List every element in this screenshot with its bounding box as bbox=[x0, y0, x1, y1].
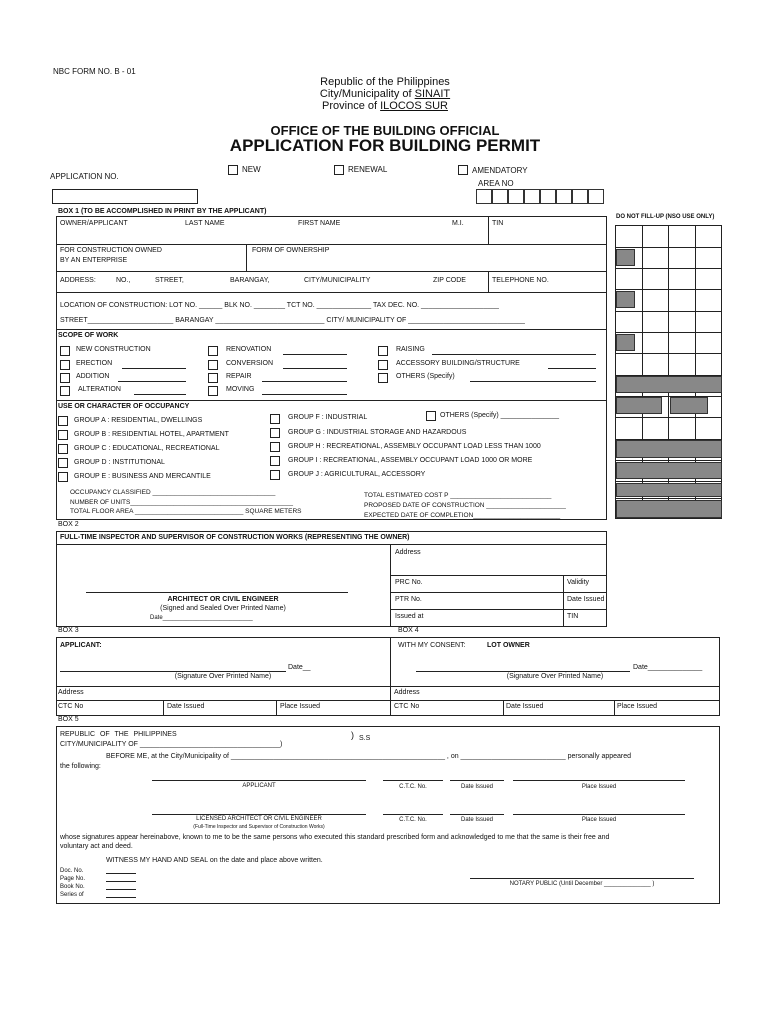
scope-item: CONVERSION bbox=[226, 360, 274, 367]
occupancy-item: GROUP E : BUSINESS AND MERCANTILE bbox=[74, 473, 211, 480]
city-prefix: City/Municipality of bbox=[319, 88, 415, 100]
construction-owned-label-1: FOR CONSTRUCTION OWNED bbox=[60, 247, 162, 254]
scope-checkbox[interactable] bbox=[60, 346, 70, 356]
street-line[interactable]: STREET______________________ BARANGAY ____________________________ CITY/ MUNICIPALITY OF ______________________________ bbox=[60, 317, 525, 324]
ss-label: S.S bbox=[359, 735, 371, 742]
box5-label: BOX 5 bbox=[58, 716, 79, 723]
occupancy-checkbox[interactable] bbox=[58, 416, 68, 426]
province-prefix: Province of bbox=[322, 100, 381, 112]
fulltime-sig-label: (Full-Time Inspector and Supervisor of Construction Works) bbox=[193, 824, 325, 830]
box3-date-issued-label: Date Issued bbox=[167, 703, 205, 710]
application-no-input[interactable] bbox=[52, 189, 198, 204]
notary-public-label: NOTARY PUBLIC (Until December ______________ ) bbox=[509, 881, 655, 887]
occupancy-item: GROUP C : EDUCATIONAL, RECREATIONAL bbox=[74, 445, 220, 452]
box4-label: BOX 4 bbox=[398, 627, 419, 634]
validity-label: Validity bbox=[567, 579, 590, 586]
occupancy-checkbox[interactable] bbox=[58, 430, 68, 440]
location-line[interactable]: LOCATION OF CONSTRUCTION: LOT NO. ______ BLK NO. ________ TCT NO. ______________ TAX DEC. NO. ____________________ bbox=[60, 302, 499, 309]
box4-place-issued-label: Place Issued bbox=[617, 703, 658, 710]
scope-item: ADDITION bbox=[76, 373, 110, 380]
scope-item: RENOVATION bbox=[226, 346, 272, 353]
scope-checkbox[interactable] bbox=[60, 373, 70, 383]
page-title: APPLICATION FOR BUILDING PERMIT bbox=[229, 136, 541, 155]
ptr-date-issued-label: Date Issued bbox=[567, 596, 605, 603]
header-block bbox=[0, 76, 770, 112]
scope-checkbox[interactable] bbox=[208, 346, 218, 356]
box2-title: FULL-TIME INSPECTOR AND SUPERVISOR OF CONSTRUCTION WORKS (REPRESENTING THE OWNER) bbox=[60, 534, 410, 541]
occupancy-item: GROUP F : INDUSTRIAL bbox=[288, 414, 368, 421]
address-no-label: NO., bbox=[116, 277, 131, 284]
box3-place-issued-label: Place Issued bbox=[280, 703, 321, 710]
box1-title: BOX 1 (TO BE ACCOMPLISHED IN PRINT BY THE APPLICANT) bbox=[58, 208, 267, 215]
date-col-label: Date Issued bbox=[460, 784, 494, 790]
construction-owned-label-2: BY AN ENTERPRISE bbox=[60, 257, 128, 264]
place-col-label: Place Issued bbox=[581, 817, 617, 823]
renewal-label: RENEWAL bbox=[348, 165, 388, 174]
signed-sealed-label: (Signed and Sealed Over Printed Name) bbox=[160, 605, 286, 612]
before-me-line[interactable]: BEFORE ME, at the City/Municipality of _______________________________________________________ , on ___________________________ personally appeared bbox=[106, 753, 632, 760]
province-line bbox=[0, 100, 770, 112]
republic-text: Republic of the Philippines bbox=[320, 76, 450, 88]
box3-ctc-label: CTC No bbox=[58, 703, 84, 710]
amendatory-checkbox[interactable] bbox=[458, 165, 468, 175]
scope-checkbox[interactable] bbox=[208, 373, 218, 383]
page-no-label: Page No. bbox=[60, 876, 86, 882]
scope-checkbox[interactable] bbox=[60, 386, 70, 396]
ctc-col-label: C.T.C. No. bbox=[399, 784, 427, 790]
box3-label: BOX 3 bbox=[58, 627, 79, 634]
lot-owner-label: LOT OWNER bbox=[487, 642, 530, 649]
new-checkbox[interactable] bbox=[228, 165, 238, 175]
occupancy-checkbox[interactable] bbox=[270, 442, 280, 452]
box3-date[interactable]: Date__ bbox=[288, 664, 311, 671]
whose-signatures-text: whose signatures appear hereinabove, known to me to be the same persons who executed this standard prescribed form and acknowledged to me that the same is their free and bbox=[60, 834, 610, 841]
total-estimated-cost[interactable]: TOTAL ESTIMATED COST P ____________________________ bbox=[364, 492, 552, 499]
voluntary-act-text: voluntary act and deed. bbox=[60, 843, 133, 850]
occupancy-item: GROUP H : RECREATIONAL, ASSEMBLY OCCUPANT LOAD LESS THAN 1000 bbox=[288, 443, 541, 450]
address-barangay-label: BARANGAY, bbox=[230, 277, 270, 284]
series-label: Series of bbox=[60, 892, 84, 898]
renewal-checkbox[interactable] bbox=[334, 165, 344, 175]
scope-checkbox[interactable] bbox=[378, 346, 388, 356]
occupancy-item: GROUP D : INSTITUTIONAL bbox=[74, 459, 165, 466]
city-name: SINAIT bbox=[414, 88, 451, 100]
telephone-label: TELEPHONE NO. bbox=[492, 277, 549, 284]
scope-item: NEW CONSTRUCTION bbox=[76, 346, 151, 353]
last-name-label: LAST NAME bbox=[185, 220, 225, 227]
republic-label: REPUBLIC OF THE PHILIPPINES bbox=[60, 731, 177, 738]
occupancy-title: USE OR CHARACTER OF OCCUPANCY bbox=[58, 403, 190, 410]
occupancy-checkbox[interactable] bbox=[270, 470, 280, 480]
box4-address-label: Address bbox=[394, 689, 420, 696]
witness-text: WITNESS MY HAND AND SEAL on the date and place above written. bbox=[106, 857, 323, 864]
doc-no-label: Doc. No. bbox=[60, 868, 84, 874]
book-no-label: Book No. bbox=[60, 884, 85, 890]
office-title: OFFICE OF THE BUILDING OFFICIAL bbox=[270, 123, 500, 138]
occupancy-classified[interactable]: OCCUPANCY CLASSIFIED __________________________________ bbox=[70, 489, 276, 496]
scope-item: ERECTION bbox=[76, 360, 113, 367]
occupancy-checkbox[interactable] bbox=[58, 458, 68, 468]
application-no-label: APPLICATION NO. bbox=[50, 172, 119, 181]
amendatory-label: AMENDATORY bbox=[472, 166, 528, 175]
following-label: the following: bbox=[60, 763, 101, 770]
scope-title: SCOPE OF WORK bbox=[58, 332, 119, 339]
box2-frame bbox=[56, 531, 607, 627]
occupancy-item: GROUP B : RESIDENTIAL HOTEL, APARTMENT bbox=[74, 431, 229, 438]
occupancy-checkbox[interactable] bbox=[270, 414, 280, 424]
mi-label: M.I. bbox=[452, 220, 464, 227]
box2-label: BOX 2 bbox=[58, 521, 79, 528]
nso-only-label: DO NOT FILL-UP (NSO USE ONLY) bbox=[616, 214, 715, 220]
box3-signature-label: (Signature Over Printed Name) bbox=[174, 673, 272, 680]
box4-ctc-label: CTC No bbox=[394, 703, 420, 710]
scope-checkbox[interactable] bbox=[378, 373, 388, 383]
scope-item: MOVING bbox=[226, 386, 255, 393]
form-ownership-label: FORM OF OWNERSHIP bbox=[252, 247, 330, 254]
ptr-label: PTR No. bbox=[395, 596, 422, 603]
applicant-label: APPLICANT: bbox=[60, 642, 102, 649]
zip-code-label: ZIP CODE bbox=[433, 277, 466, 284]
date-col-label: Date Issued bbox=[460, 817, 494, 823]
occupancy-checkbox[interactable] bbox=[270, 428, 280, 438]
box4-signature-label: (Signature Over Printed Name) bbox=[506, 673, 604, 680]
first-name-label: FIRST NAME bbox=[298, 220, 341, 227]
place-col-label: Place Issued bbox=[581, 784, 617, 790]
scope-item: RAISING bbox=[396, 346, 425, 353]
ctc-col-label: C.T.C. No. bbox=[399, 817, 427, 823]
applicant-sig-label: APPLICANT bbox=[242, 783, 276, 789]
tin-label: TIN bbox=[492, 220, 504, 227]
scope-checkbox[interactable] bbox=[60, 360, 70, 370]
scope-checkbox[interactable] bbox=[208, 360, 218, 370]
number-of-units[interactable]: NUMBER OF UNITS_____________________________________________ bbox=[70, 499, 293, 506]
scope-item: ACCESSORY BUILDING/STRUCTURE bbox=[396, 360, 520, 367]
box2-date[interactable]: Date___________________________ bbox=[150, 615, 253, 621]
scope-item: OTHERS (Specify) bbox=[396, 373, 455, 380]
new-label: NEW bbox=[242, 165, 261, 174]
occupancy-checkbox[interactable] bbox=[58, 444, 68, 454]
issued-at-label: Issued at bbox=[395, 613, 424, 620]
province-name: ILOCOS SUR bbox=[380, 100, 448, 112]
scope-item: ALTERATION bbox=[78, 386, 121, 393]
proposed-date[interactable]: PROPOSED DATE OF CONSTRUCTION ______________________ bbox=[364, 502, 566, 509]
occupancy-checkbox[interactable] bbox=[58, 472, 68, 482]
address-label: ADDRESS: bbox=[60, 277, 96, 284]
occupancy-item: GROUP A : RESIDENTIAL, DWELLINGS bbox=[74, 417, 203, 424]
prc-label: PRC No. bbox=[395, 579, 423, 586]
licensed-sig-label: LICENSED ARCHITECT OR CIVIL ENGINEER bbox=[196, 816, 322, 822]
occupancy-item: GROUP G : INDUSTRIAL STORAGE AND HAZARDOUS bbox=[288, 429, 467, 436]
doc-labels bbox=[60, 867, 85, 899]
architect-label: ARCHITECT OR CIVIL ENGINEER bbox=[167, 596, 279, 603]
address-street-label: STREET, bbox=[155, 277, 184, 284]
box2-address-label: Address bbox=[395, 549, 421, 556]
box2-tin-label: TIN bbox=[567, 613, 579, 620]
occupancy-item: GROUP I : RECREATIONAL, ASSEMBLY OCCUPANT LOAD 1000 OR MORE bbox=[288, 457, 533, 464]
form-number: NBC FORM NO. B - 01 bbox=[53, 67, 136, 76]
box3-address-label: Address bbox=[58, 689, 84, 696]
box4-date-issued-label: Date Issued bbox=[506, 703, 544, 710]
address-city-label: CITY/MUNICIPALITY bbox=[304, 277, 371, 284]
paren-mark: ) bbox=[351, 730, 354, 740]
total-floor-area[interactable]: TOTAL FLOOR AREA ______________________________ SQUARE METERS bbox=[70, 508, 302, 515]
city-line bbox=[0, 88, 770, 100]
expected-date[interactable]: EXPECTED DATE OF COMPLETION________________________ bbox=[364, 512, 561, 519]
occupancy-others-label: OTHERS (Specify) _______________ bbox=[440, 412, 560, 419]
occupancy-others-checkbox[interactable] bbox=[426, 411, 436, 421]
occupancy-item: GROUP J : AGRICULTURAL, ACCESSORY bbox=[288, 471, 426, 478]
consent-label: WITH MY CONSENT: bbox=[398, 642, 466, 649]
scope-checkbox[interactable] bbox=[378, 360, 388, 370]
area-no-label: AREA NO bbox=[478, 179, 514, 188]
box4-date[interactable]: Date______________ bbox=[633, 664, 703, 671]
box5-city-line[interactable]: CITY/MUNICIPALITY OF ____________________________________) bbox=[60, 741, 283, 748]
occupancy-checkbox[interactable] bbox=[270, 456, 280, 466]
scope-item: REPAIR bbox=[226, 373, 252, 380]
owner-label: OWNER/APPLICANT bbox=[60, 220, 128, 227]
scope-checkbox[interactable] bbox=[208, 386, 218, 396]
